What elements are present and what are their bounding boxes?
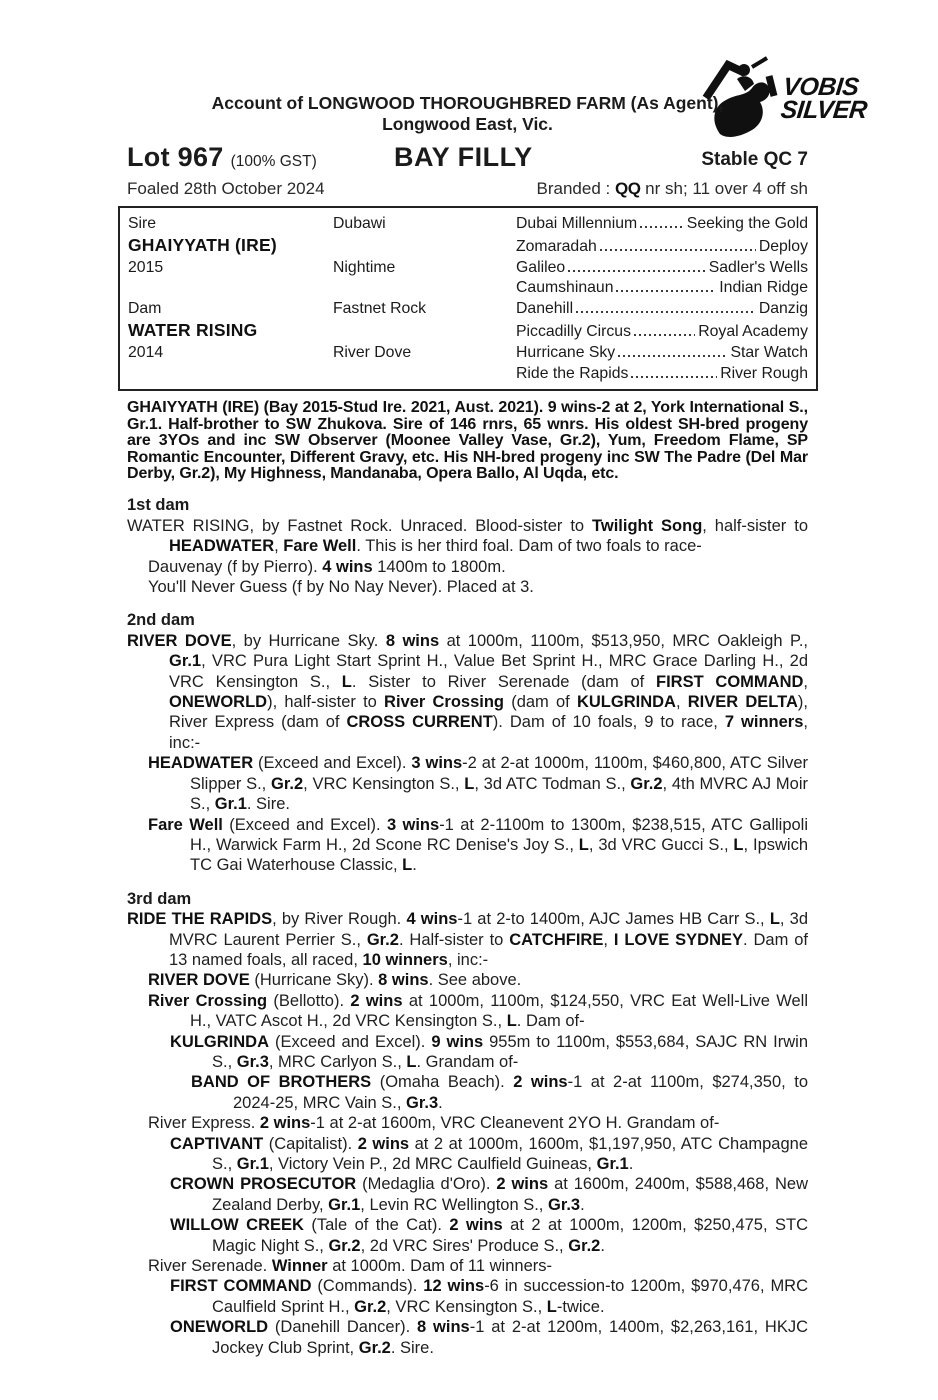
- pedigree-paragraph: CAPTIVANT (Capitalist). 2 wins at 2 at 1000m, 1600m, $1,197,950, ATC Champagne S., Gr.1, Victory Vein P., 2d MRC Caulfield Guineas, Gr.1.: [170, 1134, 809, 1173]
- section-heading-2nd-dam: 2nd dam: [127, 611, 195, 630]
- grandsire-name: Hurricane Sky: [516, 343, 616, 361]
- pedigree-paragraph: Dauvenay (f by Pierro). 4 wins 1400m to 1800m.: [148, 557, 506, 576]
- pedigree-paragraph: FIRST COMMAND (Commands). 12 wins-6 in succession-to 1200m, $970,476, MRC Caulfield Sprint H., Gr.2, VRC Kensington S., L-twice.: [170, 1277, 809, 1316]
- pedigree-paragraph: RIDE THE RAPIDS, by River Rough. 4 wins-1 at 2-to 1400m, AJC James HB Carr S., L, 3d MVRC Laurent Perrier S., Gr.2. Half-sister to CATCHFIRE, I LOVE SYDNEY. Dam of 13 named foals, all raced, 10 winners, inc:-: [127, 910, 809, 969]
- pedigree-grandparent-cell: [516, 237, 808, 258]
- pedigree-grandparent-cell: [516, 322, 808, 343]
- sire-summary-note: GHAIYYATH (IRE) (Bay 2015-Stud Ire. 2021, Aust. 2021). 9 wins-2 at 2, York International S., Gr.1. Half-brother to SW Zhukova. Sire of 146 rnrs, 65 wnrs. His oldest SH-bred progeny are 3YOs and inc SW Observer (Moonee Valley Vase, Gr.2), Yum, Freedom Flame, SP Romantic Encounter, Different Gravy, etc. His NH-bred progeny inc SW The Padre (Del Mar Derby, Gr.2), My Highness, Mandanaba, Opera Ballo, Al Uqda, etc.: [127, 399, 808, 482]
- pedigree-table: [118, 206, 818, 391]
- pedigree-sire-dam-cell: 2014: [128, 343, 164, 361]
- page-content: [127, 0, 808, 1358]
- great-grandsire-name: Deploy: [758, 237, 808, 255]
- section-3rd-dam: [127, 889, 808, 1358]
- pedigree-row: [128, 320, 808, 343]
- pedigree-paragraph: ONEWORLD (Danehill Dancer). 8 wins-1 at 2-at 1200m, 1400m, $2,263,161, HKJC Jockey Club Sprint, Gr.2. Sire.: [170, 1318, 808, 1357]
- pedigree-paragraph: WILLOW CREEK (Tale of the Cat). 2 wins at 2 at 1000m, 1200m, $250,475, STC Magic Night S., Gr.2, 2d VRC Sires' Produce S., Gr.2.: [170, 1216, 809, 1255]
- dotted-leader: [565, 262, 709, 272]
- grandsire-name: Galileo: [516, 258, 566, 276]
- brand-mark: QQ: [614, 179, 641, 198]
- pedigree-paragraph: River Serenade. Winner at 1000m. Dam of 11 winners-: [148, 1257, 552, 1276]
- branded-suffix: nr sh; 11 over 4 off sh: [640, 179, 808, 198]
- pedigree-grandparent-cell: [516, 299, 808, 320]
- grandsire-name: Dubai Millennium: [516, 215, 638, 232]
- pedigree-paragraph: You'll Never Guess (f by No Nay Never). Placed at 3.: [148, 578, 534, 597]
- pedigree-row: [128, 343, 808, 364]
- pedigree-grandparent-cell: [516, 214, 808, 235]
- grandsire-name: Zomaradah: [516, 237, 597, 255]
- great-grandsire-name: River Rough: [720, 364, 808, 382]
- section-2nd-dam: [127, 610, 808, 875]
- pedigree-parent-cell: Fastnet Rock: [333, 300, 427, 318]
- pedigree-row: [128, 235, 808, 258]
- pedigree-grandparent-cell: [516, 343, 808, 364]
- section-1st-dam: [127, 495, 808, 597]
- section-body-2nd-dam: [127, 631, 808, 876]
- pedigree-row: [128, 278, 808, 299]
- dotted-leader: [637, 218, 687, 228]
- pedigree-grandparent-cell: [516, 278, 808, 299]
- great-grandsire-name: Seeking the Gold: [686, 215, 808, 232]
- dotted-leader: [597, 241, 759, 251]
- pedigree-grandparent-cell: [516, 258, 808, 279]
- great-grandsire-name: Danzig: [758, 300, 808, 318]
- pedigree-grandparent-cell: [516, 364, 808, 385]
- pedigree-parent-cell: Nightime: [333, 258, 396, 276]
- pedigree-paragraph: River Crossing (Bellotto). 2 wins at 1000m, 1100m, $124,550, VRC Eat Well-Live Well H., VATC Ascot H., 2d VRC Kensington S., L. Dam of-: [148, 991, 809, 1031]
- dotted-leader: [628, 368, 720, 378]
- grandsire-name: Piccadilly Circus: [516, 322, 631, 340]
- grandsire-name: Danehill: [516, 300, 574, 318]
- dotted-leader: [573, 303, 759, 313]
- dotted-leader: [631, 326, 698, 336]
- section-heading-1st-dam: 1st dam: [127, 496, 190, 515]
- logo-line-1: VOBIS: [781, 73, 861, 101]
- pedigree-sire-dam-cell: GHAIYYATH (IRE): [128, 234, 277, 255]
- branded-prefix: Branded :: [536, 179, 615, 198]
- lot-left-group: [127, 142, 317, 173]
- pedigree-paragraph: RIVER DOVE, by Hurricane Sky. 8 wins at 1000m, 1100m, $513,950, MRC Oakleigh P., Gr.1, VRC Pura Light Start Sprint H., Value Bet Sprint H., MRC Grace Darling H., 2d VRC Kensington S., L. Sister to River Serenade (dam of FIRST COMMAND, ONEWORLD), half-sister to River Crossing (dam of KULGRINDA, RIVER DELTA), River Express (dam of CROSS CURRENT). Dam of 10 foals, 9 to race, 7 winners, inc:-: [127, 631, 808, 752]
- pedigree-parent-cell: Dubawi: [333, 215, 386, 232]
- pedigree-sire-dam-cell: Dam: [128, 300, 162, 318]
- stable-number: Stable QC 7: [701, 149, 808, 170]
- great-grandsire-name: Sadler's Wells: [708, 258, 808, 276]
- logo-line-2: SILVER: [779, 96, 869, 124]
- pedigree-row: [128, 299, 808, 320]
- pedigree-row: [128, 258, 808, 279]
- pedigree-row: [128, 364, 808, 385]
- section-heading-3rd-dam: 3rd dam: [127, 889, 192, 908]
- lot-header-row: [127, 143, 808, 175]
- vendor-account-line-1: Account of LONGWOOD THOROUGHBRED FARM (As Agent),: [211, 93, 724, 113]
- pedigree-paragraph: RIVER DOVE (Hurricane Sky). 8 wins. See above.: [148, 971, 522, 990]
- foaled-date: Foaled 28th October 2024: [127, 179, 325, 198]
- pedigree-paragraph: BAND OF BROTHERS (Omaha Beach). 2 wins-1 at 2-at 1100m, $274,350, to 2024-25, MRC Vain S., Gr.3.: [191, 1073, 808, 1112]
- pedigree-paragraph: KULGRINDA (Exceed and Excel). 9 wins 955m to 1100m, $553,684, SAJC RN Irwin S., Gr.3, MRC Carlyon S., L. Grandam of-: [170, 1032, 809, 1071]
- section-body-1st-dam: [127, 516, 808, 598]
- pedigree-sire-dam-cell: Sire: [128, 215, 157, 232]
- pedigree-parent-cell: River Dove: [333, 343, 412, 361]
- pedigree-sire-dam-cell: WATER RISING: [128, 319, 258, 340]
- pedigree-paragraph: HEADWATER (Exceed and Excel). 3 wins-2 at 2-at 1000m, 1100m, $460,800, ATC Silver Slipper S., Gr.2, VRC Kensington S., L, 3d ATC Todman S., Gr.2, 4th MVRC AJ Moir S., Gr.1. Sire.: [148, 754, 809, 814]
- section-body-3rd-dam: [127, 909, 808, 1358]
- dotted-leader: [615, 347, 730, 357]
- horse-sex-color: BAY FILLY: [394, 142, 533, 172]
- vendor-account-line-2: Longwood East, Vic.: [382, 114, 553, 134]
- great-grandsire-name: Star Watch: [730, 343, 808, 361]
- foaled-branded-row: [127, 178, 808, 200]
- great-grandsire-name: Royal Academy: [698, 322, 808, 340]
- branded-line: [537, 178, 808, 200]
- pedigree-paragraph: Fare Well (Exceed and Excel). 3 wins-1 at 2-1100m to 1300m, $238,515, ATC Gallipoli H., Warwick Farm H., 2d Scone RC Denise's Joy S., L, 3d VRC Gucci S., L, Ipswich TC Gai Waterhouse Classic, L.: [148, 815, 809, 875]
- grandsire-name: Ride the Rapids: [516, 364, 629, 382]
- pedigree-paragraph: WATER RISING, by Fastnet Rock. Unraced. Blood-sister to Twilight Song, half-sister to HEADWATER, Fare Well. This is her third foal. Dam of two foals to race-: [127, 516, 808, 556]
- pedigree-paragraph: River Express. 2 wins-1 at 2-at 1600m, VRC Cleanevent 2YO H. Grandam of-: [148, 1114, 720, 1133]
- pedigree-paragraph: CROWN PROSECUTOR (Medaglia d'Oro). 2 wins at 1600m, 2400m, $588,468, New Zealand Derby, Gr.1, Levin RC Wellington S., Gr.3.: [170, 1175, 808, 1214]
- pedigree-sire-dam-cell: 2015: [128, 258, 164, 276]
- grandsire-name: Caumshinaun: [516, 279, 614, 297]
- great-grandsire-name: Indian Ridge: [719, 279, 808, 297]
- pedigree-row: [128, 214, 808, 235]
- gst-note: (100% GST): [230, 153, 317, 170]
- dotted-leader: [613, 282, 719, 292]
- lot-number: Lot 967: [127, 142, 224, 172]
